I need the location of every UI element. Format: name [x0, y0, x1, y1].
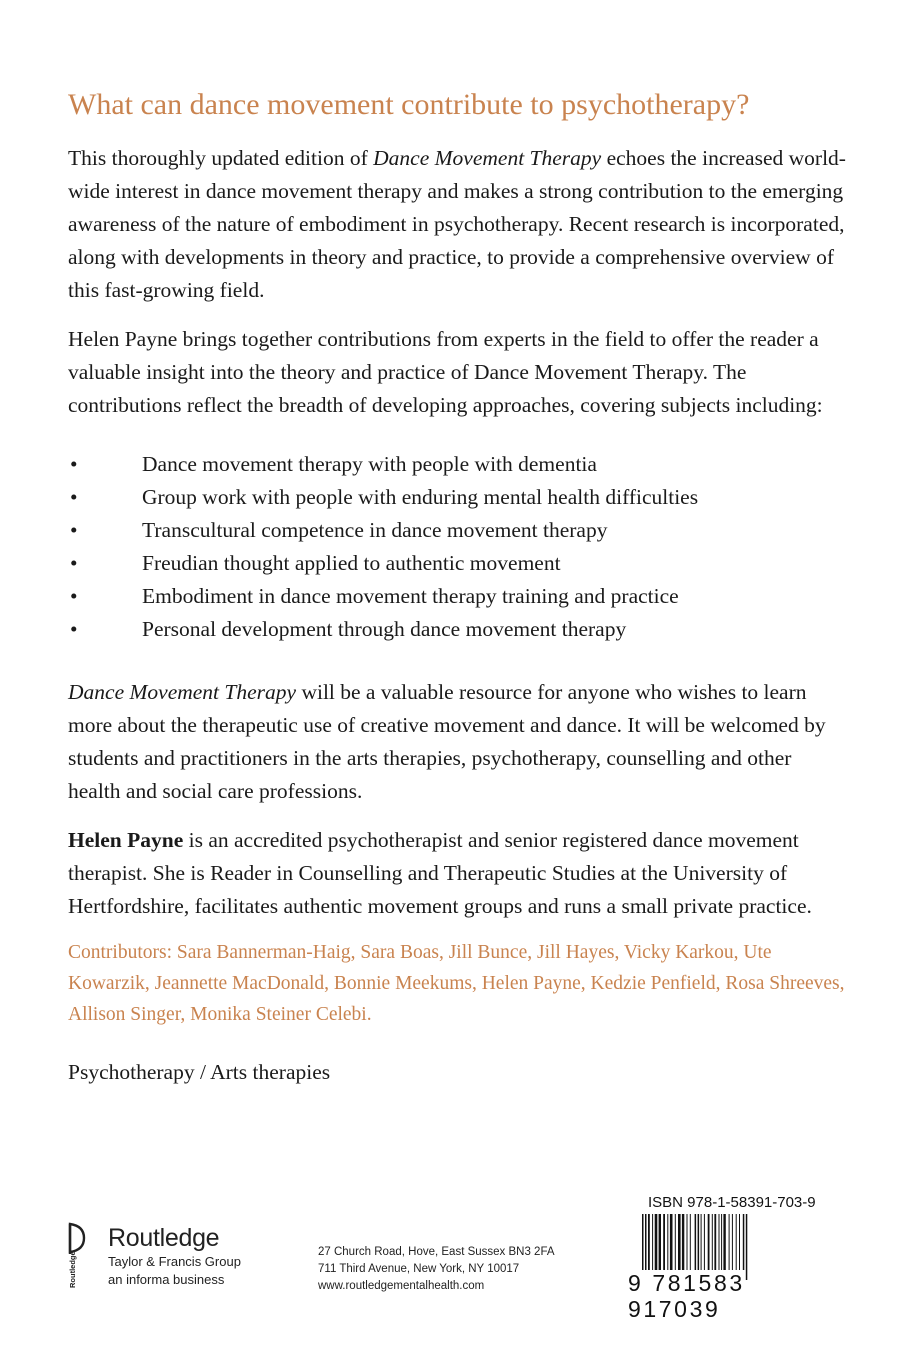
topic-text: Dance movement therapy with people with dementia [142, 452, 597, 476]
barcode-bar [648, 1214, 650, 1270]
list-item [68, 514, 848, 547]
barcode-bar [721, 1214, 722, 1270]
author-name: Helen Payne [68, 828, 184, 852]
topic-text: Personal development through dance movement therapy [142, 617, 627, 641]
topic-text: Group work with people with enduring mental health difficulties [142, 485, 699, 509]
bullet-icon: • [70, 617, 78, 641]
isbn-digits [628, 1270, 846, 1322]
bullet-icon: • [70, 485, 78, 509]
topic-text: Transcultural competence in dance movement therapy [142, 518, 608, 542]
author-bio [68, 824, 848, 923]
address-line: 27 Church Road, Hove, East Sussex BN3 2FA [318, 1246, 555, 1258]
publisher-name: Routledge [108, 1224, 220, 1252]
bullet-icon: • [70, 518, 78, 542]
barcode-bar [682, 1214, 684, 1270]
resource-book-title: Dance Movement Therapy [68, 680, 297, 704]
barcode-bar [739, 1214, 740, 1270]
barcode-bar [729, 1214, 730, 1270]
barcode-bar [712, 1214, 713, 1270]
intro-paragraph [68, 142, 848, 307]
intro-rest: echoes the increased world-wide interest in dance movement therapy and makes a strong contribution to the emerging awareness of the nature of embodiment in psychotherapy. Recent research is incorporated, along with developments in theory and practice, to provide a comprehensive overview of this fast-growing field. [68, 146, 846, 302]
bullet-icon: • [70, 551, 78, 575]
barcode-bar [667, 1214, 668, 1270]
barcode-bar [708, 1214, 710, 1270]
list-item [68, 580, 848, 613]
publisher-tagline: an informa business [108, 1272, 225, 1287]
topic-text: Freudian thought applied to authentic movement [142, 551, 561, 575]
publisher-logo [108, 1224, 241, 1290]
list-item [68, 613, 848, 646]
logo-vertical-wordmark: Routledge [68, 1251, 77, 1288]
publisher-address [318, 1244, 555, 1295]
resource-paragraph [68, 676, 848, 808]
list-item [68, 448, 848, 481]
bullet-icon: • [70, 452, 78, 476]
isbn-digits-text: 9 781583 917039 [628, 1270, 745, 1322]
blurb-column [68, 84, 848, 1089]
barcode-bar [732, 1214, 733, 1270]
barcode-bar [690, 1214, 691, 1270]
topic-text: Embodiment in dance movement therapy training and practice [142, 584, 679, 608]
barcode-bar [714, 1214, 716, 1270]
barcode-bar [701, 1214, 702, 1270]
list-item [68, 547, 848, 580]
barcode-bar [719, 1214, 720, 1270]
address-line: 711 Third Avenue, New York, NY 10017 [318, 1263, 520, 1275]
barcode-bar [652, 1214, 653, 1270]
barcode-bar [670, 1214, 673, 1270]
barcode-bar [704, 1214, 705, 1270]
barcode-bar [687, 1214, 688, 1270]
barcode-bar [678, 1214, 681, 1270]
intro-book-title: Dance Movement Therapy [373, 146, 602, 170]
barcode-bar [655, 1214, 658, 1270]
author-bio-text: is an accredited psychotherapist and senior registered dance movement therapist. She is Reader in Counselling and Therapeutic Studies at the University of Hertfordshire, facilitates authentic movement groups and runs a small private practice. [68, 828, 812, 918]
contributors-list: Contributors: Sara Bannerman-Haig, Sara Boas, Jill Bunce, Jill Hayes, Vicky Karkou, Ute Kowarzik, Jeannette MacDonald, Bonnie Meekums, Helen Payne, Kedzie Penfield, Rosa Shreeves, Allison Singer, Monika Steiner Celebi. [68, 942, 845, 1025]
resource-rest: will be a valuable resource for anyone who wishes to learn more about the therapeutic use of creative movement and dance. It will be welcomed by students and practitioners in the arts therapies, psychotherapy, counselling and other health and social care professions. [68, 680, 826, 803]
routledge-logo-icon [66, 1220, 88, 1290]
barcode-bar [736, 1214, 737, 1270]
subject-category: Psychotherapy / Arts therapies [68, 1060, 331, 1084]
barcode-bar [663, 1214, 665, 1270]
barcode-bar [659, 1214, 661, 1270]
topics-list [68, 448, 848, 646]
barcode-bar [723, 1214, 725, 1270]
publisher-group: Taylor & Francis Group [108, 1254, 241, 1269]
address-line: www.routledgementalhealth.com [318, 1280, 485, 1292]
isbn-label: ISBN 978-1-58391-703-9 [648, 1194, 816, 1211]
overview-paragraph: Helen Payne brings together contributions from experts in the field to offer the reader a valuable insight into the theory and practice of Dance Movement Therapy. The contributions reflect the breadth of developing approaches, covering subjects including: [68, 327, 823, 417]
bullet-icon: • [70, 584, 78, 608]
headline: What can dance movement contribute to psychotherapy? [68, 88, 750, 121]
intro-lead: This thoroughly updated edition of [68, 146, 374, 170]
list-item [68, 481, 848, 514]
barcode-bar [675, 1214, 676, 1270]
